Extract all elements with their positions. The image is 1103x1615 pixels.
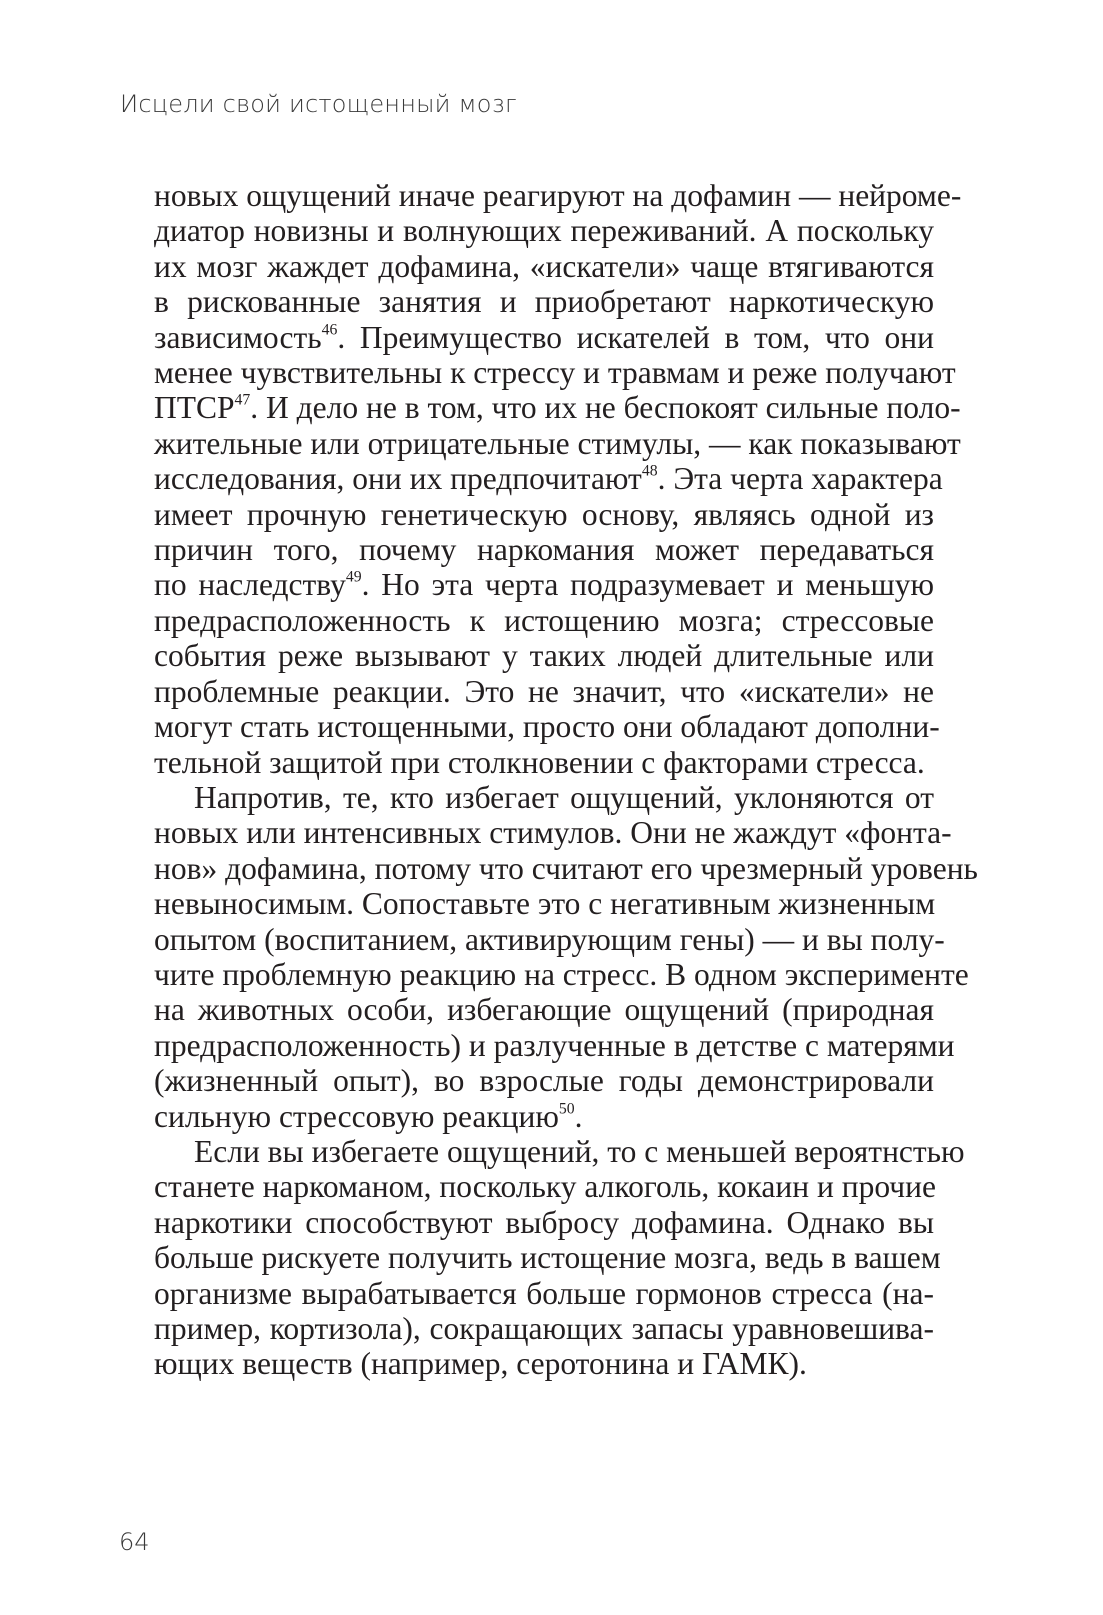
text-line: больше рискуете получить истощение мозга, ведь в вашем: [154, 1240, 941, 1276]
footnote-ref: 48: [641, 462, 658, 480]
text-line: имеет прочную генетическую основу, являясь одной из: [154, 496, 934, 532]
text-line: диатор новизны и волнующих переживаний. А поскольку: [154, 213, 934, 249]
text-line: нов» дофамина, потому что считают его чрезмерный уровень: [154, 850, 978, 886]
text-line: (жизненный опыт), во взрослые годы демонстрировали: [154, 1063, 934, 1099]
text-line: пример, кортизола), сокращающих запасы уравновешива-: [154, 1311, 934, 1346]
footnote-ref: 47: [234, 392, 251, 410]
line-text: исследования, они их предпочитают: [154, 461, 642, 497]
text-line: Если вы избегаете ощущений, то с меньшей вероятнстью: [194, 1133, 965, 1169]
line-text: . И дело не в том, что их не беспокоят сильные поло-: [250, 390, 961, 426]
text-line: проблемные реакции. Это не значит, что «искатели» не: [154, 673, 934, 709]
page-number: 64: [119, 1528, 150, 1556]
line-text: зависимость: [154, 319, 322, 355]
text-line: могут стать истощенными, просто они обладают дополни-: [154, 709, 940, 745]
line-text: . Эта черта характера: [657, 461, 943, 497]
text-line: предрасположенность к истощению мозга; стрессовые: [154, 602, 934, 638]
footnote-ref: 49: [345, 569, 362, 587]
text-line: события реже вызывают у таких людей длительные или: [154, 638, 934, 674]
text-line: [154, 461, 943, 497]
text-line: организме вырабатывается больше гормонов стресса (на-: [154, 1275, 934, 1311]
text-line: [154, 390, 961, 426]
text-line: тельной защитой при столкновении с факторами стресса.: [154, 744, 925, 780]
text-line: в рискованные занятия и приобретают наркотическую: [154, 284, 934, 320]
line-text: сильную стрессовую реакцию: [154, 1098, 559, 1134]
text-line: Напротив, те, кто избегает ощущений, уклоняются от: [194, 779, 934, 815]
text-line: предрасположенность) и разлученные в детстве с матерями: [154, 1027, 955, 1063]
text-line: наркотики способствуют выбросу дофамина. Однако вы: [154, 1204, 934, 1240]
line-text: . Но эта черта подразумевает и меньшую: [361, 567, 934, 603]
line-text: . Преимущество искателей в том, что они: [337, 319, 934, 355]
line-text: по наследству: [154, 567, 346, 603]
paragraph-1: [154, 178, 962, 780]
footnote-ref: 46: [321, 321, 338, 339]
line-text: ПТСР: [154, 390, 235, 426]
paragraph-2: [154, 779, 978, 1134]
text-line: жительные или отрицательные стимулы, — как показывают: [154, 425, 961, 461]
paragraph-3: [154, 1133, 965, 1382]
text-line: станете наркоманом, поскольку алкоголь, кокаин и прочие: [154, 1169, 936, 1205]
text-line: их мозг жаждет дофамина, «искатели» чаще втягиваются: [154, 248, 934, 284]
line-text: .: [574, 1098, 583, 1134]
text-line: новых ощущений иначе реагируют на дофамин — нейроме-: [154, 178, 962, 213]
text-line: невыносимым. Сопоставьте это с негативным жизненным: [154, 886, 936, 922]
running-header: Исцели свой истощенный мозг: [120, 90, 517, 118]
text-line: на животных особи, избегающие ощущений (природная: [154, 992, 934, 1028]
text-line: чите проблемную реакцию на стресс. В одном эксперименте: [154, 956, 969, 992]
text-line: [154, 320, 934, 355]
text-line: причин того, почему наркомания может передаваться: [154, 532, 934, 568]
text-line: [154, 567, 934, 602]
text-line: опытом (воспитанием, активирующим гены) — и вы полу-: [154, 921, 945, 957]
text-line: новых или интенсивных стимулов. Они не жаждут «фонта-: [154, 815, 952, 851]
text-line: [154, 1099, 934, 1134]
text-line: ющих веществ (например, серотонина и ГАМК).: [154, 1346, 807, 1382]
body-text: [154, 178, 978, 1382]
text-line: менее чувствительны к стрессу и травмам и реже получают: [154, 355, 956, 391]
footnote-ref: 50: [558, 1100, 575, 1118]
